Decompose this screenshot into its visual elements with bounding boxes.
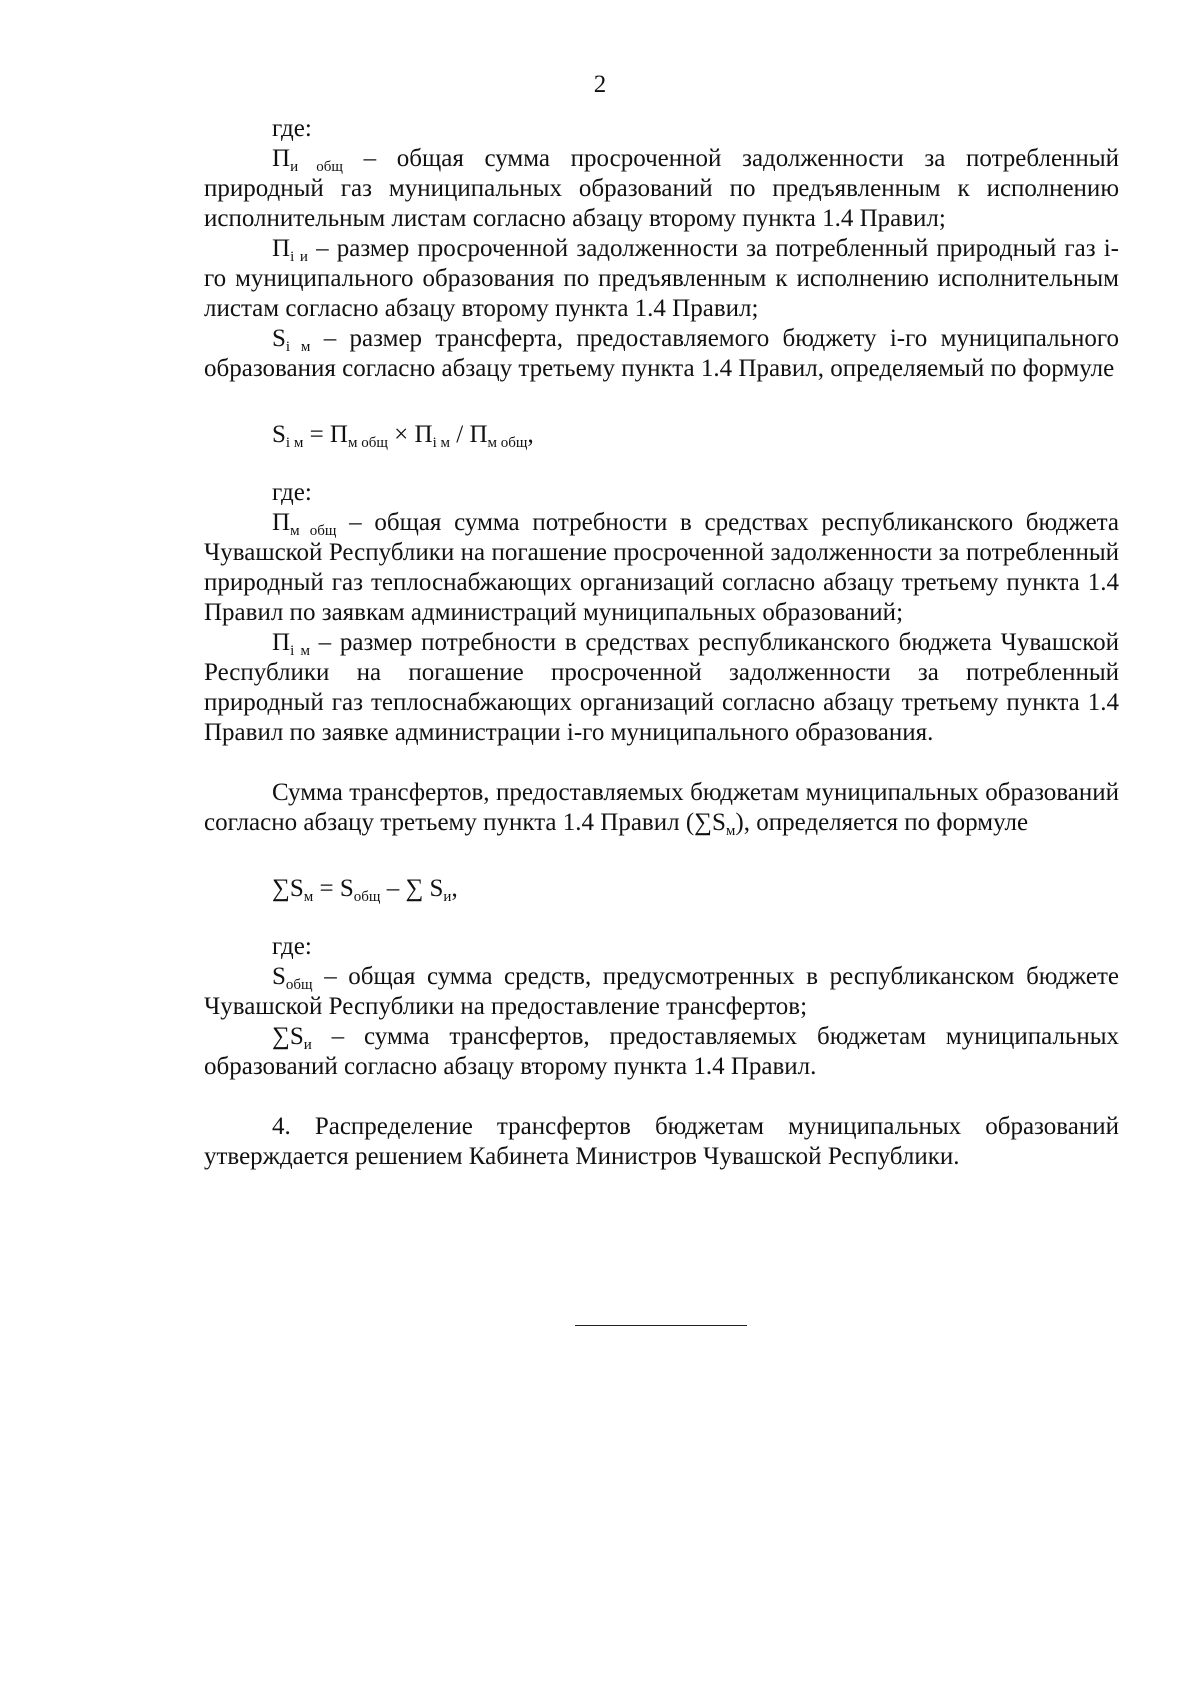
gde-label: где: bbox=[272, 115, 312, 142]
end-separator-line bbox=[575, 1325, 747, 1326]
definition-paragraph: $П_{i м}$ – размер потребности в средствах республиканского бюджета Чувашской Республики на погашение просроченной задолженности за потребленный природный газ теплоснабжающих организаций согласно абзацу третьему пункта 1.4 Правил по заявке администрации i-го муниципального образования. bbox=[204, 629, 1119, 746]
formula-sum: $\sum S_м = S_{общ}$ – ∑ $S_и$, bbox=[272, 875, 458, 905]
gde-label: где: bbox=[272, 479, 312, 506]
gde-label: где: bbox=[272, 933, 312, 960]
formula-transfer: $S_{i м} = П_{м общ} \times П_{i м} / П_{м общ}$, bbox=[272, 421, 534, 451]
document-body bbox=[204, 114, 1119, 1172]
definition-paragraph: $S_{i м}$ – размер трансферта, предоставляемого бюджету i-го муниципального образования согласно абзацу третьему пункта 1.4 Правил, определяемый по формуле bbox=[204, 325, 1119, 382]
definition-paragraph: $\sum S_и$ – сумма трансфертов, предоставляемых бюджетам муниципальных образований согласно абзацу второму пункта 1.4 Правил. bbox=[204, 1023, 1119, 1080]
definition-paragraph: $П_{и общ}$ – общая сумма просроченной задолженности за потребленный природный газ муниципальных образований по предъявленным к исполнению исполнительным листам согласно абзацу второму пункта 1.4 Правил; bbox=[204, 145, 1119, 232]
definition-paragraph: $П_{i и}$ – размер просроченной задолженности за потребленный природный газ i-го муниципального образования по предъявленным к исполнению исполнительным листам согласно абзацу второму пункта 1.4 Правил; bbox=[204, 235, 1119, 322]
page-number: 2 bbox=[593, 71, 607, 98]
definition-paragraph: $П_{м общ}$ – общая сумма потребности в средствах республиканского бюджета Чувашской Республики на погашение просроченной задолженности за потребленный природный газ теплоснабжающих организаций согласно абзацу третьему пункта 1.4 Правил по заявкам администраций муниципальных образований; bbox=[204, 509, 1119, 626]
sum-paragraph: Сумма трансфертов, предоставляемых бюджетам муниципальных образований согласно абзацу третьему пункта 1.4 Правил $(\sum S_м)$, определяется по формуле bbox=[204, 779, 1119, 839]
definition-paragraph: $S_{общ}$ – общая сумма средств, предусмотренных в республиканском бюджете Чувашской Республики на предоставление трансфертов; bbox=[204, 963, 1119, 1020]
clause-4-paragraph: 4. Распределение трансфертов бюджетам муниципальных образований утверждается решением Кабинета Министров Чувашской Республики. bbox=[204, 1113, 1119, 1170]
